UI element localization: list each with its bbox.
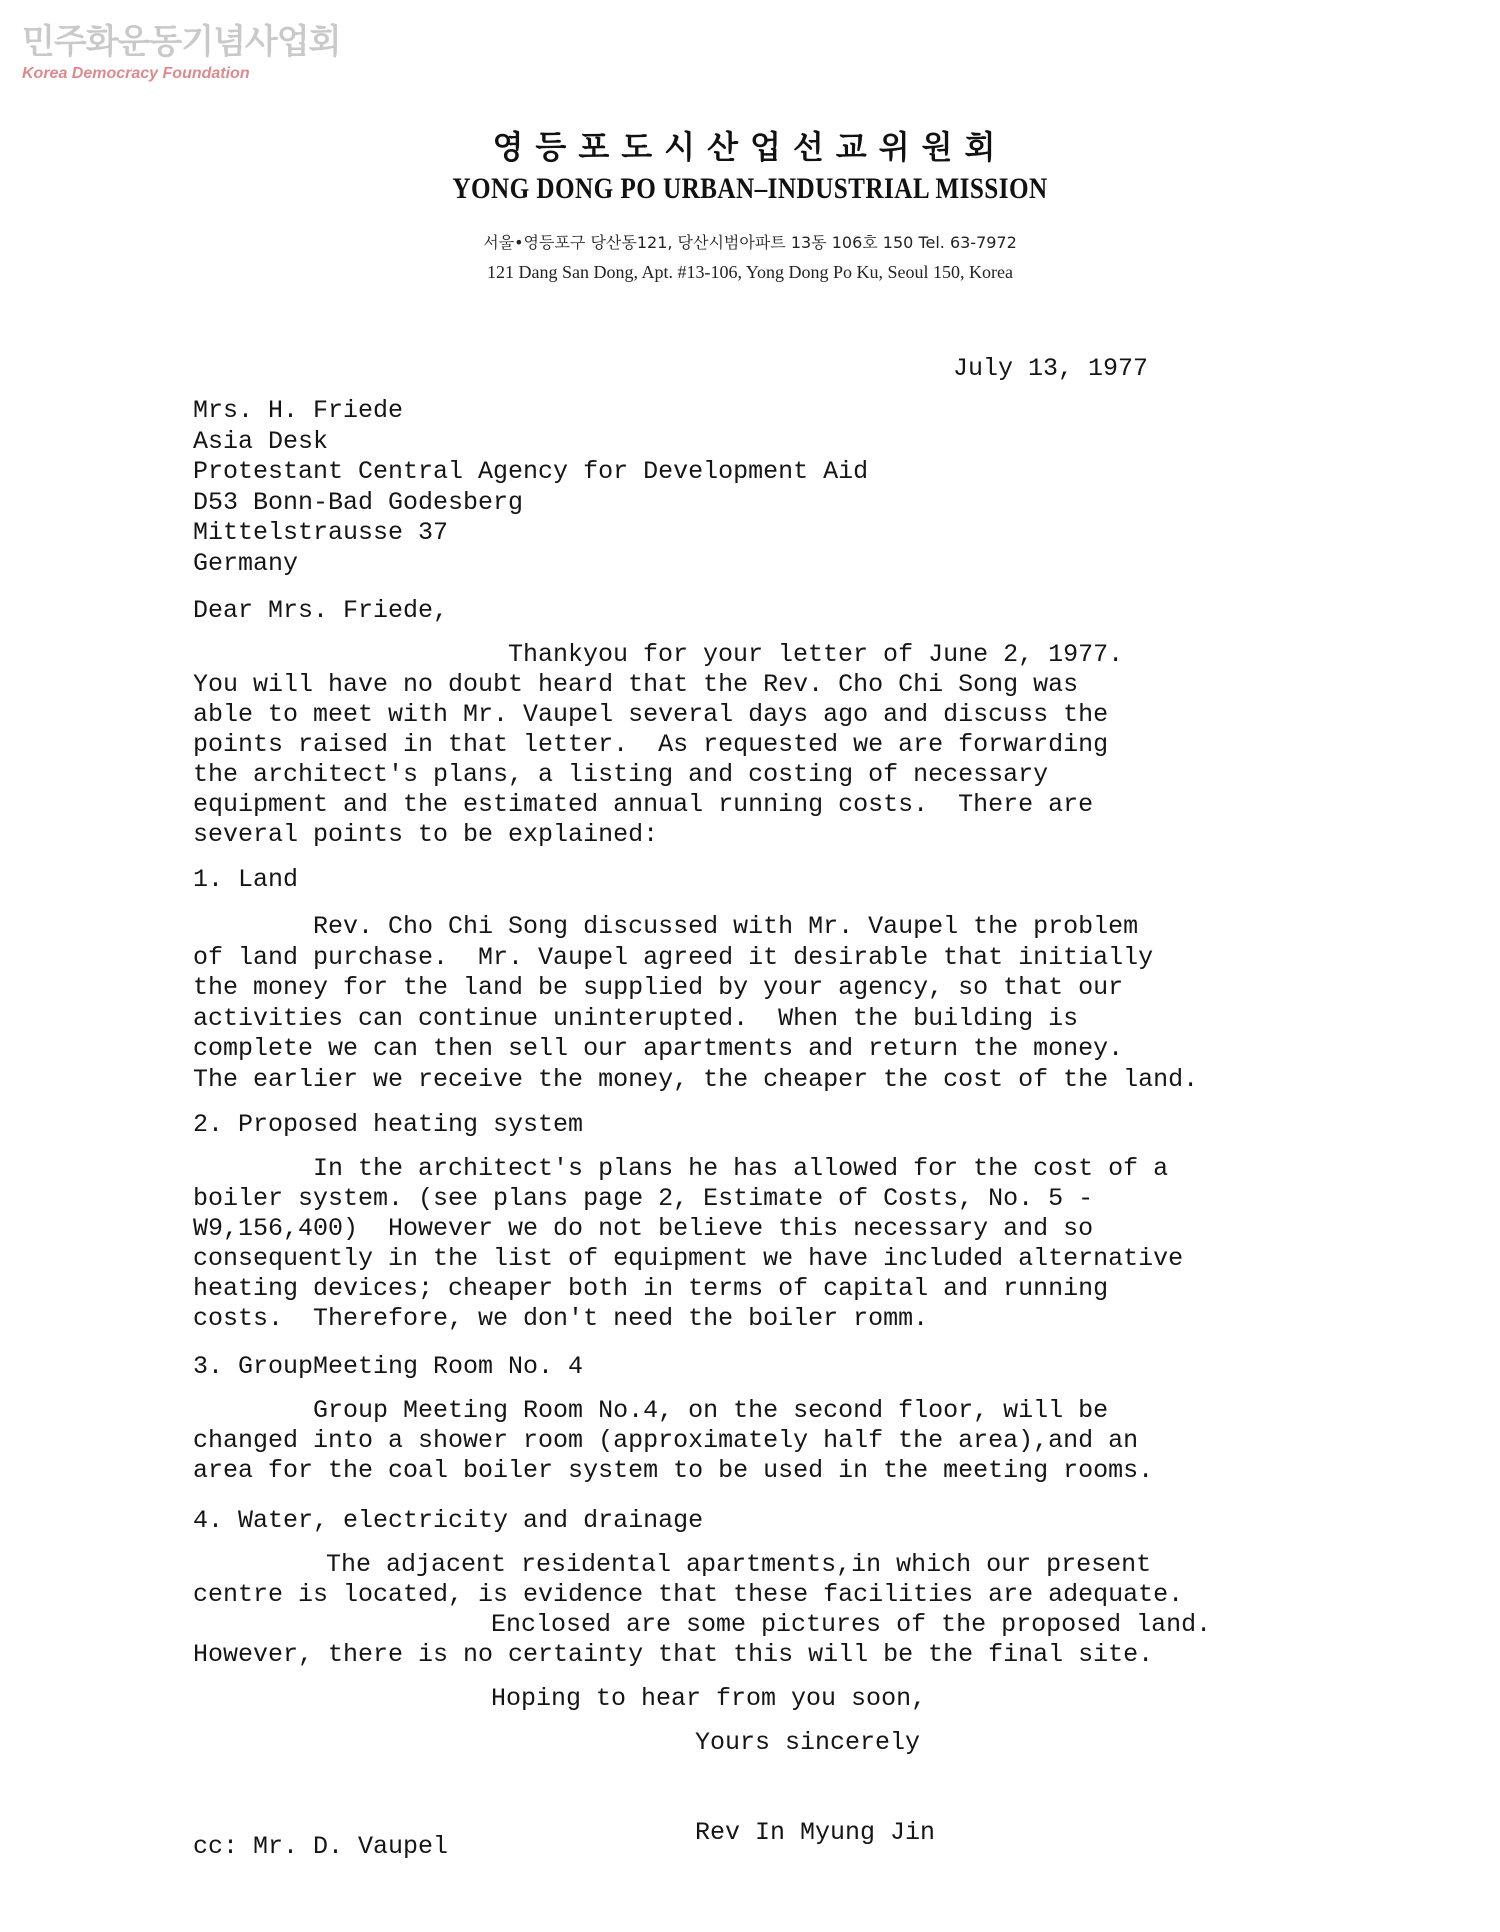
intro-first-line: Thankyou for your letter of June 2, 1977.: [508, 640, 1124, 669]
salutation: Dear Mrs. Friede,: [193, 596, 449, 625]
intro-paragraph: You will have no doubt heard that the Rev. Cho Chi Song was able to meet with Mr. Vaupel several days ago and discuss the points raised in that letter. As requested we are forwarding the architect's plans, a listing and costing of necessary equipment and the estimated annual running costs. There are several points to be explained:: [193, 670, 1109, 849]
section-body-utilities-line: Enclosed are some pictures of the proposed land.: [491, 1610, 1212, 1639]
letterhead-address-english: 121 Dang San Dong, Apt. #13-106, Yong Dong Po Ku, Seoul 150, Korea: [487, 262, 1013, 282]
section-body-utilities-line: centre is located, is evidence that these facilities are adequate.: [193, 1580, 1184, 1609]
section-body-utilities-line: However, there is no certainty that this will be the final site.: [193, 1640, 1154, 1669]
watermark-korean: 민주화운동기념사업회: [22, 22, 341, 62]
recipient-line: Mrs. H. Friede: [193, 396, 404, 425]
section-body-land: Rev. Cho Chi Song discussed with Mr. Vaupel the problem of land purchase. Mr. Vaupel agreed it desirable that initially the money for the land be supplied by your agency, so that our activities can continue uninterupted. When the building is complete we can then sell our apartments and return the money. The earlier we receive the money, the cheaper the cost of the land.: [193, 912, 1199, 1094]
letterhead-address-korean: 서울•영등포구 당산동121, 당산시범아파트 13동 106호 150 Tel. 63-7972: [483, 233, 1017, 252]
closing-signoff: Yours sincerely: [695, 1728, 921, 1757]
section-heading-utilities: 4. Water, electricity and drainage: [193, 1506, 704, 1535]
section-body-utilities-line: The adjacent residental apartments,in which our present: [326, 1550, 1152, 1579]
letterhead-korean-name: 영등포도시산업선교위원회: [492, 128, 1008, 166]
cc-line: cc: Mr. D. Vaupel: [193, 1832, 449, 1861]
recipient-line: D53 Bonn-Bad Godesberg: [193, 487, 524, 517]
recipient-line: Protestant Central Agency for Development Aid: [193, 457, 869, 486]
recipient-line: Germany: [193, 548, 299, 578]
section-body-heating: In the architect's plans he has allowed for the cost of a boiler system. (see plans page 2, Estimate of Costs, No. 5 - W9,156,400) However we do not believe this necessary and so consequently in the list of equipment we have included alternative heating devices; cheaper both in terms of capital and running costs. Therefore, we don't need the boiler romm.: [193, 1154, 1184, 1333]
section-heading-meeting-room: 3. GroupMeeting Room No. 4: [193, 1352, 584, 1381]
section-heading-land: 1. Land: [193, 865, 299, 894]
letter-date: July 13, 1977: [953, 354, 1149, 383]
signature-name: Rev In Myung Jin: [695, 1818, 936, 1847]
section-body-meeting-room: Group Meeting Room No.4, on the second floor, will be changed into a shower room (approximately half the area),and an area for the coal boiler system to be used in the meeting rooms.: [193, 1396, 1154, 1485]
recipient-address: [193, 396, 868, 579]
letterhead-english-name: YONG DONG PO URBAN–INDUSTRIAL MISSION: [452, 172, 1048, 205]
section-heading-heating: 2. Proposed heating system: [193, 1110, 584, 1139]
recipient-line: Asia Desk: [193, 426, 329, 456]
closing-line: Hoping to hear from you soon,: [491, 1684, 927, 1713]
recipient-line: Mittelstrausse 37: [193, 518, 449, 547]
watermark: [22, 22, 340, 84]
watermark-english: Korea Democracy Foundation: [22, 65, 250, 82]
